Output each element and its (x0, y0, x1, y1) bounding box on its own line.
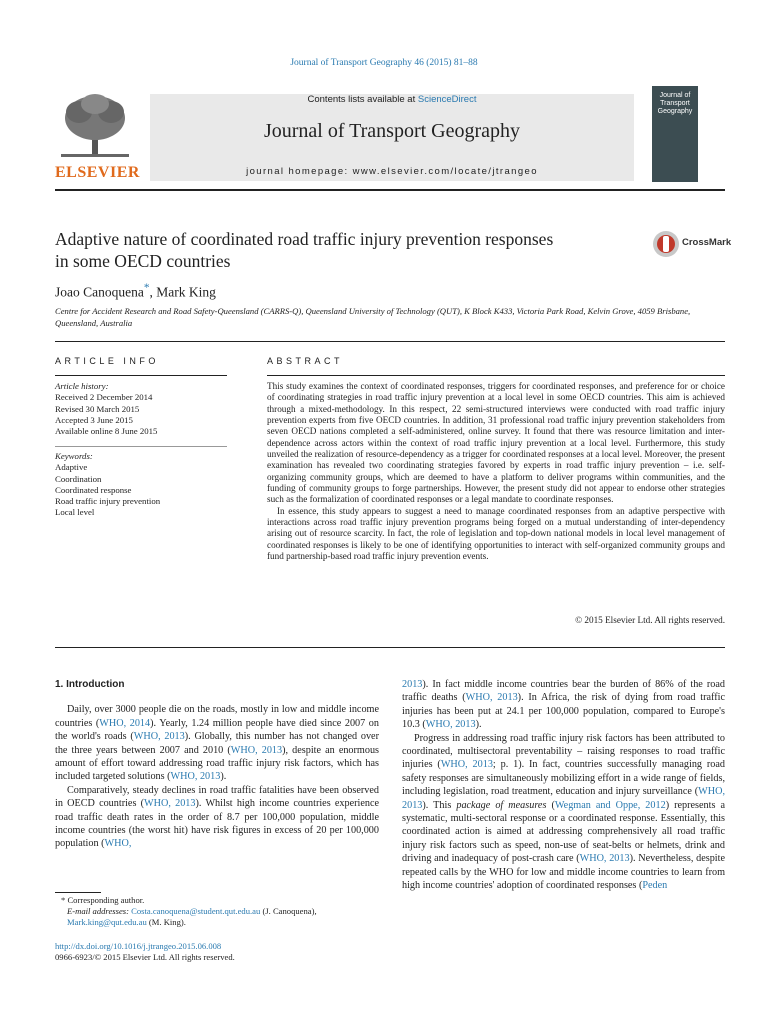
citation-link[interactable]: Peden (642, 880, 668, 892)
elsevier-wordmark: ELSEVIER (55, 164, 140, 181)
body-paragraph (402, 678, 725, 732)
history-item: Available online 8 June 2015 (55, 426, 158, 437)
citation-link[interactable]: WHO, 2013 (402, 786, 725, 811)
crossmark-label[interactable]: CrossMark (682, 237, 732, 248)
abstract-body (267, 381, 725, 563)
body-text: Comparatively, steady declines in road traffic fatalities have been observed in OECD countries ( (55, 784, 379, 810)
citation-link[interactable]: WHO, 2013 (230, 744, 283, 756)
header-rule (55, 189, 725, 191)
abstract-heading: ABSTRACT (267, 356, 344, 366)
body-text: Progress in addressing road traffic injury risk factors has been attributed to coordinated, multisectoral preventability – raising responses to road traffic injuries ( (402, 732, 725, 771)
footnote-text: Corresponding author. (67, 895, 145, 905)
history-item: Received 2 December 2014 (55, 392, 153, 403)
body-text: ), despite an enormous amount of effort toward addressing road traffic injury risk factors, which has included targeted solutions ( (55, 744, 379, 783)
keyword: Adaptive (55, 462, 88, 473)
doi-block (55, 941, 379, 963)
email-owner: (M. King). (146, 917, 186, 928)
article-history (55, 381, 227, 437)
copyright-line: © 2015 Elsevier Ltd. All rights reserved. (575, 615, 725, 625)
footnote-mark: * (61, 895, 66, 905)
journal-homepage[interactable]: journal homepage: www.elsevier.com/locate/jtrangeo (246, 166, 538, 177)
keyword: Road traffic injury prevention (55, 496, 161, 507)
body-paragraph (55, 784, 379, 851)
citation-link[interactable]: WHO, 2013 (425, 719, 476, 731)
keywords-label: Keywords: (55, 451, 93, 461)
intro-right-column (402, 678, 725, 893)
body-text: ). In fact middle income countries bear the burden of 86% of the road traffic deaths ( (402, 679, 725, 704)
keyword: Local level (55, 507, 95, 518)
citation-link[interactable]: WHO, 2013 (440, 759, 493, 771)
body-paragraph (402, 732, 725, 893)
abstract-end-rule (55, 647, 725, 648)
history-item: Accepted 3 June 2015 (55, 414, 133, 425)
history-item: Revised 30 March 2015 (55, 403, 140, 414)
title-line: Adaptive nature of coordinated road traffic injury prevention responses (55, 229, 554, 249)
crossmark-icon[interactable] (652, 230, 680, 258)
corresponding-author-mark[interactable]: * (143, 282, 150, 294)
citation-link[interactable]: WHO, 2013 (133, 731, 185, 743)
contents-line (150, 94, 634, 105)
author-name: Joao Canoquena (55, 284, 144, 300)
citation-link[interactable]: WHO, 2013 (579, 853, 630, 865)
contents-prefix: Contents lists available at (307, 94, 418, 105)
footnote-rule (55, 892, 101, 893)
keyword: Coordination (55, 473, 102, 484)
citation-link[interactable]: WHO, (104, 838, 132, 850)
elsevier-tree-logo (55, 90, 135, 162)
email-owner: (J. Canoquena), (260, 906, 317, 917)
cover-line: Transport (660, 100, 690, 107)
body-text: ). In Africa, the risk of dying from road traffic injuries has been put at 24.1 per 100,000 population, compared to Europe's 10.3 ( (402, 692, 725, 731)
body-text: ). Whilst high income countries experience road traffic death rates in the order of 8.7 per 100,000 population, middle income countries (the worst hit) have risk figures in excess of 20 per 100,000 population ( (55, 798, 379, 850)
body-text: ). Globally, this number has not changed over the three years between 2007 and 2010 ( (55, 731, 379, 756)
cover-line: Journal of (659, 92, 691, 99)
body-text: ). (475, 719, 482, 731)
footnote-emails (55, 906, 379, 928)
body-text: ). Nevertheless, despite repeated calls by the WHO for low and middle income countries to learn from high income countries' adoption of coordinated responses ( (402, 853, 725, 892)
email-link[interactable]: Costa.canoquena@student.qut.edu.au (131, 906, 261, 917)
issn-line: 0966-6923/© 2015 Elsevier Ltd. All rights reserved. (55, 952, 235, 963)
citation-link[interactable]: WHO, 2013 (144, 798, 196, 810)
body-text: ; p. 1). In fact, countries successfully managing road safety responses are simultaneously mobilizing effort in a wide range of fields, including legislation, road treatment, education and injury surveillance ( (402, 759, 725, 798)
abstract-rule (267, 375, 725, 376)
body-text: ). This (422, 799, 457, 811)
journal-reference[interactable]: Journal of Transport Geography 46 (2015) 81–88 (290, 58, 478, 68)
doi-link[interactable]: http://dx.doi.org/10.1016/j.jtrangeo.2015.06.008 (55, 941, 222, 951)
author-separator: , (149, 284, 157, 300)
keywords-list (55, 451, 227, 519)
section-heading: 1. Introduction (55, 679, 125, 690)
keywords-rule (55, 446, 227, 447)
citation-link[interactable]: 2013 (402, 679, 423, 690)
email-label: E-mail addresses: (67, 906, 129, 917)
footnote-corresponding (55, 895, 379, 906)
abstract-paragraph: In essence, this study appears to suggest a need to manage coordinated responses from an adaptive perspective with interactions across road traffic injury prevention programs being forged on a mutual understanding of inter-dependency arising out of resource scarcity. In fact, the role of legislation and top-down national models in local level management of coordinated responses is likely to be one of identifying opportunities to interact with self-organized community groups and fund partnership-based road traffic injury prevention events. (267, 505, 725, 562)
body-text: ( (546, 799, 555, 811)
cover-line: Geography (657, 108, 693, 115)
citation-link[interactable]: WHO, 2013 (465, 692, 518, 704)
citation-link[interactable]: Wegman and Oppe, 2012 (554, 799, 666, 811)
citation-link[interactable]: WHO, 2014 (99, 717, 151, 729)
emphasis-text: package of measures (456, 799, 547, 811)
journal-cover-title (652, 92, 698, 116)
article-title (55, 228, 645, 272)
sciencedirect-link[interactable]: ScienceDirect (417, 94, 477, 105)
title-line: in some OECD countries (55, 251, 231, 271)
footnote (55, 895, 379, 929)
journal-title: Journal of Transport Geography (263, 120, 521, 142)
author-list (55, 282, 216, 301)
body-paragraph (55, 703, 379, 783)
affiliation: Centre for Accident Research and Road Safety-Queensland (CARRS-Q), Queensland University of Technology (QUT), K Block K433, Victoria Park Road, Kelvin Grove, 4059 Brisbane, Queensland, Australia (55, 306, 691, 328)
article-info-heading: ARTICLE INFO (55, 356, 159, 366)
history-label: Article history: (55, 381, 109, 391)
author-name: Mark King (156, 284, 216, 300)
email-link[interactable]: Mark.king@qut.edu.au (67, 917, 147, 928)
citation-link[interactable]: WHO, 2013 (170, 771, 221, 783)
body-text: ). Yearly, 1.24 million people have died since 2007 on the world's roads ( (55, 717, 379, 743)
abstract-paragraph: This study examines the context of coordinated responses, triggers for coordinated responses, and preference for or choice of coordinating strategies in road traffic injury prevention at a local level in some OECD countries. This aim is achieved through a mixed-methodology. In this respect, 22 semi-structured interviews were conducted with road traffic injury prevention experts from five OECD countries. In addition, 31 professional road traffic injury prevention stakeholders from seven OECD nations completed a self-administered, online survey. It found that there was resource limitation and inter-dependence across actors within the context of road traffic injury prevention at a local level. Furthermore, this study unveiled the realization of resource-dependency as a trigger for coordinated responses at a local level. Moreover, the present examination has revealed two coordinating strategies favored by experts in road traffic injury prevention – i.e. self-organizing community groups, which are deemed to have a platform to deliver programs within communities, and the funding of community groups to forge partnerships. However, the present study did not appear to endorse other strategies such as the formalization of coordinated responses or a legal mandate to coordinate responses. (267, 381, 725, 505)
keyword: Coordinated response (55, 484, 132, 495)
body-text: ). (220, 771, 227, 783)
intro-left-column (55, 678, 379, 851)
section-rule (55, 341, 725, 342)
article-info-rule (55, 375, 227, 376)
body-text: ) represents a systematic, multi-sectoral response or a coordinated response. Essentially, this coordinated action is aimed at addressing comprehensively all road traffic injury risk factors such as speed, non-use of seat-belts or helmets, drink and driving and inadequacy of post-crash care ( (402, 799, 725, 865)
body-text: Daily, over 3000 people die on the roads, mostly in low and middle income countries ( (55, 704, 379, 729)
